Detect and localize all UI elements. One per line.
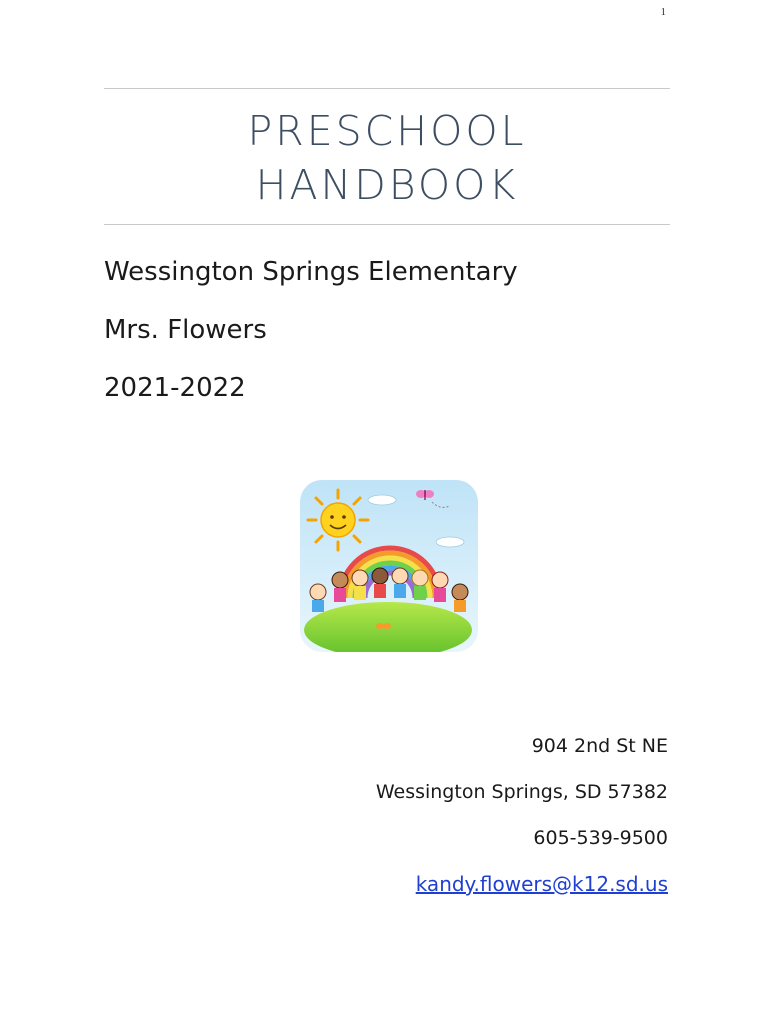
title-line-1: PRESCHOOL <box>247 107 527 155</box>
school-name: Wessington Springs Elementary <box>104 257 518 287</box>
rainbow-kids-illustration <box>300 480 478 652</box>
teacher-name: Mrs. Flowers <box>104 315 267 345</box>
title-line-2: HANDBOOK <box>255 161 519 209</box>
email-link[interactable]: kandy.flowers@k12.sd.us <box>415 872 668 896</box>
bottom-divider <box>104 224 670 225</box>
sun-icon <box>308 490 368 550</box>
info-block <box>104 250 518 424</box>
top-divider <box>104 88 670 89</box>
street-address: 904 2nd St NE <box>531 735 668 757</box>
phone-number: 605-539-9500 <box>533 827 668 849</box>
school-year: 2021-2022 <box>104 373 246 403</box>
city-state-zip: Wessington Springs, SD 57382 <box>375 781 668 803</box>
contact-block <box>376 728 668 912</box>
page-number: 1 <box>660 6 666 18</box>
page-title <box>104 104 670 212</box>
